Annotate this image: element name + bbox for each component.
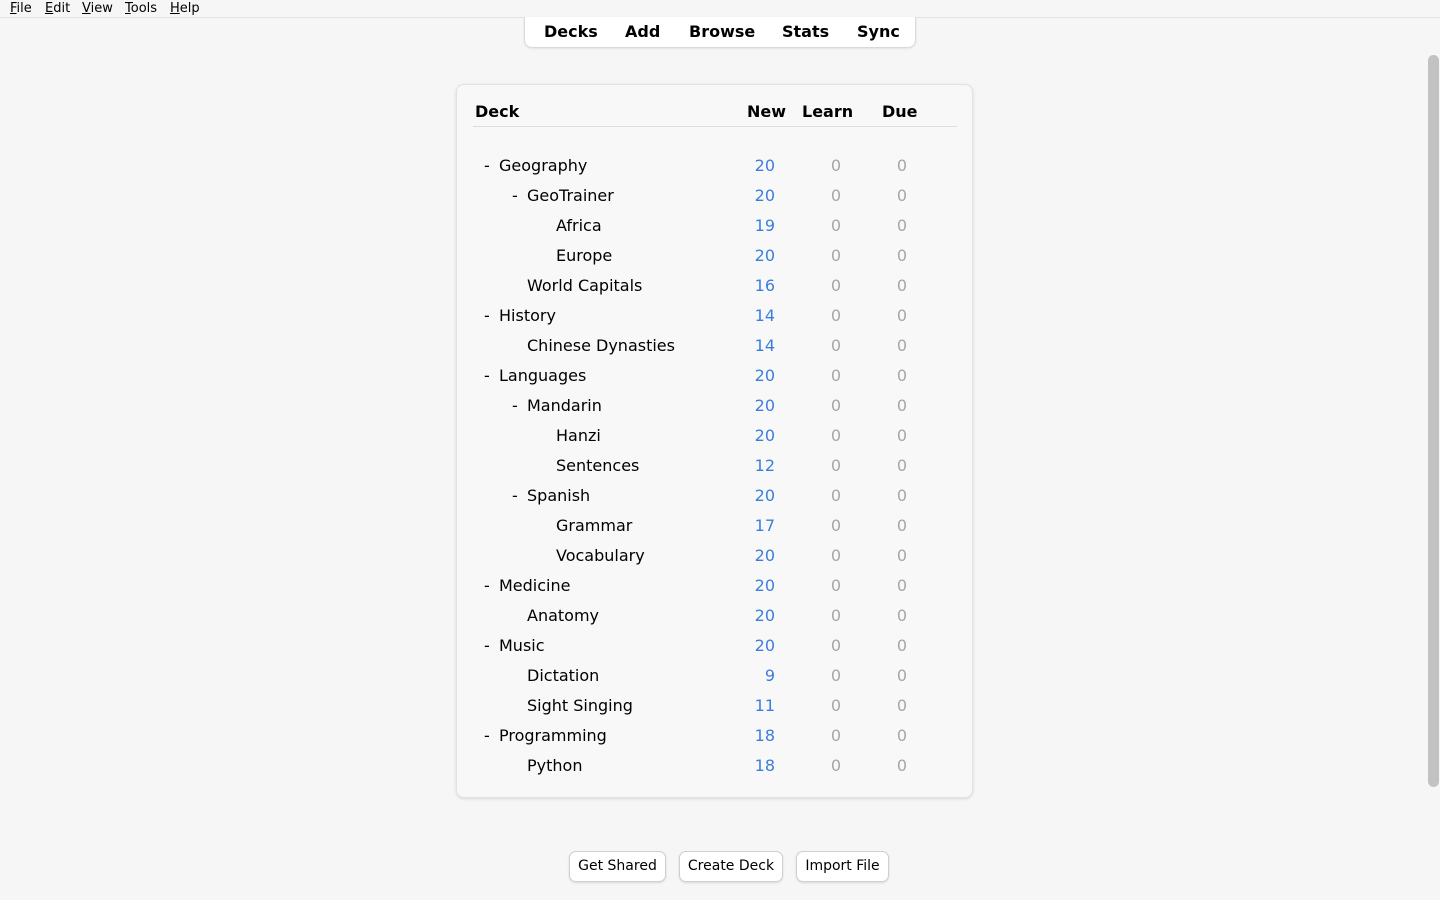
import-file-button[interactable]: Import File (796, 851, 889, 882)
due-count: 0 (896, 666, 907, 685)
due-count: 0 (896, 276, 907, 295)
new-count: 20 (754, 576, 775, 595)
menu-file[interactable] (10, 1, 32, 16)
learn-count: 0 (830, 606, 841, 625)
deck-name[interactable]: Hanzi (556, 426, 601, 445)
due-count: 0 (896, 186, 907, 205)
learn-count: 0 (830, 246, 841, 265)
menu-help[interactable] (170, 1, 200, 16)
menu-mnemonic: H (170, 1, 180, 16)
collapse-toggle[interactable]: - (484, 156, 490, 175)
deck-name[interactable]: Anatomy (527, 606, 600, 625)
header-new: New (747, 102, 787, 121)
learn-count: 0 (830, 336, 841, 355)
new-count: 20 (754, 486, 775, 505)
deck-row[interactable] (457, 241, 972, 271)
deck-row[interactable] (457, 151, 972, 181)
sync-button[interactable]: Sync (857, 22, 900, 41)
new-count: 20 (754, 426, 775, 445)
deck-list-panel (456, 84, 973, 798)
deck-name[interactable]: Chinese Dynasties (527, 336, 675, 355)
due-count: 0 (896, 696, 907, 715)
new-count: 20 (754, 246, 775, 265)
learn-count: 0 (830, 306, 841, 325)
new-count: 20 (754, 606, 775, 625)
deck-name[interactable]: Spanish (527, 486, 591, 505)
get-shared-button[interactable]: Get Shared (569, 851, 666, 882)
new-count: 14 (754, 336, 775, 355)
header-divider (473, 126, 957, 127)
menu-label-rest: iew (90, 1, 113, 16)
deck-row[interactable] (457, 451, 972, 481)
deck-row[interactable] (457, 511, 972, 541)
learn-count: 0 (830, 396, 841, 415)
create-deck-button[interactable]: Create Deck (679, 851, 783, 882)
learn-count: 0 (830, 216, 841, 235)
deck-row[interactable] (457, 301, 972, 331)
due-count: 0 (896, 336, 907, 355)
new-count: 18 (754, 756, 775, 775)
new-count: 14 (754, 306, 775, 325)
add-button[interactable]: Add (625, 22, 661, 41)
deck-row[interactable] (457, 481, 972, 511)
learn-count: 0 (830, 546, 841, 565)
deck-name[interactable]: Sight Singing (527, 696, 633, 715)
collapse-toggle[interactable]: - (484, 366, 490, 385)
due-count: 0 (896, 486, 907, 505)
deck-row[interactable] (457, 571, 972, 601)
deck-name[interactable]: Europe (556, 246, 613, 265)
main-toolbar (524, 17, 916, 48)
new-count: 9 (764, 666, 775, 685)
deck-name[interactable]: Programming (499, 726, 607, 745)
due-count: 0 (896, 606, 907, 625)
learn-count: 0 (830, 756, 841, 775)
due-count: 0 (896, 576, 907, 595)
learn-count: 0 (830, 366, 841, 385)
deck-row[interactable] (457, 331, 972, 361)
deck-row[interactable] (457, 271, 972, 301)
new-count: 18 (754, 726, 775, 745)
deck-row[interactable] (457, 721, 972, 751)
deck-row[interactable] (457, 391, 972, 421)
learn-count: 0 (830, 186, 841, 205)
menu-mnemonic: E (45, 1, 54, 16)
deck-name[interactable]: Music (499, 636, 545, 655)
header-learn: Learn (802, 102, 854, 121)
new-count: 20 (754, 156, 775, 175)
collapse-toggle[interactable]: - (484, 306, 490, 325)
deck-name[interactable]: GeoTrainer (527, 186, 614, 205)
due-count: 0 (896, 216, 907, 235)
deck-row[interactable] (457, 541, 972, 571)
learn-count: 0 (830, 666, 841, 685)
deck-name[interactable]: Vocabulary (556, 546, 645, 565)
menu-label-rest: ile (16, 1, 32, 16)
deck-name[interactable]: Sentences (556, 456, 640, 475)
vertical-scrollbar[interactable] (1428, 55, 1439, 787)
deck-name[interactable]: Geography (499, 156, 588, 175)
header-deck: Deck (475, 102, 520, 121)
collapse-toggle[interactable]: - (484, 726, 490, 745)
new-count: 20 (754, 186, 775, 205)
collapse-toggle[interactable]: - (512, 186, 518, 205)
collapse-toggle[interactable]: - (484, 576, 490, 595)
learn-count: 0 (830, 276, 841, 295)
collapse-toggle[interactable]: - (484, 636, 490, 655)
learn-count: 0 (830, 486, 841, 505)
menu-label-rest: ools (130, 1, 158, 16)
menu-edit[interactable] (45, 1, 70, 16)
new-count: 17 (754, 516, 775, 535)
due-count: 0 (896, 366, 907, 385)
deck-name[interactable]: Medicine (499, 576, 571, 595)
due-count: 0 (896, 456, 907, 475)
new-count: 19 (754, 216, 775, 235)
deck-name[interactable]: Dictation (527, 666, 600, 685)
due-count: 0 (896, 756, 907, 775)
new-count: 20 (754, 546, 775, 565)
decks-button[interactable]: Decks (544, 22, 598, 41)
menu-mnemonic: F (10, 1, 17, 16)
learn-count: 0 (830, 516, 841, 535)
new-count: 12 (754, 456, 775, 475)
due-count: 0 (896, 306, 907, 325)
menu-mnemonic: V (82, 1, 91, 16)
menu-label-rest: elp (179, 1, 200, 16)
collapse-toggle[interactable]: - (512, 396, 518, 415)
learn-count: 0 (830, 696, 841, 715)
collapse-toggle[interactable]: - (512, 486, 518, 505)
learn-count: 0 (830, 636, 841, 655)
due-count: 0 (896, 726, 907, 745)
deck-row[interactable] (457, 661, 972, 691)
due-count: 0 (896, 546, 907, 565)
menu-mnemonic: T (125, 1, 131, 16)
learn-count: 0 (830, 426, 841, 445)
deck-name[interactable]: World Capitals (527, 276, 643, 295)
deck-row[interactable] (457, 691, 972, 721)
due-count: 0 (896, 396, 907, 415)
learn-count: 0 (830, 576, 841, 595)
menu-label-rest: dit (53, 1, 71, 16)
new-count: 20 (754, 636, 775, 655)
new-count: 16 (754, 276, 775, 295)
deck-row[interactable] (457, 181, 972, 211)
deck-row[interactable] (457, 631, 972, 661)
deck-name[interactable]: Mandarin (527, 396, 602, 415)
deck-row[interactable] (457, 361, 972, 391)
menu-bar (0, 0, 1440, 18)
deck-name[interactable]: Africa (556, 216, 602, 235)
deck-row[interactable] (457, 601, 972, 631)
deck-name[interactable]: Python (527, 756, 583, 775)
due-count: 0 (896, 516, 907, 535)
learn-count: 0 (830, 726, 841, 745)
deck-row[interactable] (457, 421, 972, 451)
learn-count: 0 (830, 456, 841, 475)
stats-button[interactable]: Stats (782, 22, 830, 41)
due-count: 0 (896, 636, 907, 655)
new-count: 20 (754, 396, 775, 415)
header-due: Due (882, 102, 918, 121)
deck-name[interactable]: Languages (499, 366, 587, 385)
learn-count: 0 (830, 156, 841, 175)
due-count: 0 (896, 246, 907, 265)
deck-name[interactable]: Grammar (556, 516, 633, 535)
new-count: 11 (754, 696, 775, 715)
deck-row[interactable] (457, 211, 972, 241)
browse-button[interactable]: Browse (689, 22, 756, 41)
deck-row[interactable] (457, 751, 972, 781)
due-count: 0 (896, 156, 907, 175)
menu-view[interactable] (82, 1, 113, 16)
due-count: 0 (896, 426, 907, 445)
menu-tools[interactable] (125, 1, 157, 16)
deck-name[interactable]: History (499, 306, 556, 325)
new-count: 20 (754, 366, 775, 385)
